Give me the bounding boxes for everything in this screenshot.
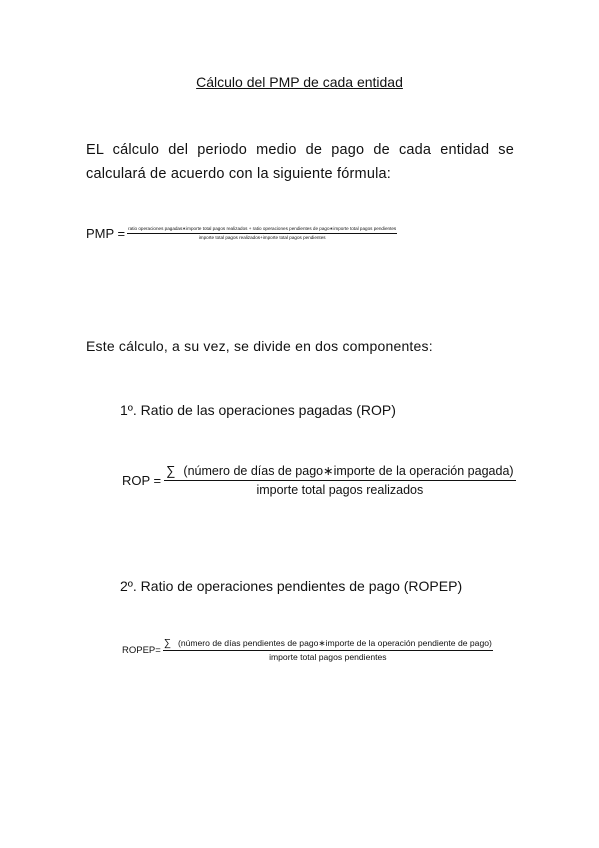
rop-fraction bbox=[164, 463, 515, 498]
rop-numerator bbox=[164, 463, 515, 481]
ropep-numerator bbox=[163, 638, 493, 651]
pmp-numerator: ratio operaciones pagadas∗importe total pagos realizados + ratio operaciones pendientes de pago∗importe total pagos pendientes bbox=[127, 226, 397, 234]
sigma-symbol: ∑ bbox=[166, 463, 176, 478]
intro-paragraph bbox=[86, 138, 514, 186]
intro-line-1: EL cálculo del periodo medio de pago de cada entidad se bbox=[86, 142, 514, 158]
ropep-fraction bbox=[163, 638, 493, 663]
ropep-denominator: importe total pagos pendientes bbox=[269, 652, 387, 662]
ropep-label: ROPEP= bbox=[122, 645, 161, 656]
intro-line-2: calculará de acuerdo con la siguiente fórmula: bbox=[86, 166, 392, 182]
sigma-symbol: ∑ bbox=[163, 638, 171, 649]
pmp-label: PMP = bbox=[86, 226, 126, 241]
rop-numerator-text: (número de días de pago∗importe de la operación pagada) bbox=[183, 464, 514, 478]
rop-formula bbox=[122, 463, 516, 498]
ropep-numerator-text: (número de días pendientes de pago∗importe de la operación pendiente de pago) bbox=[177, 638, 492, 648]
rop-denominator: importe total pagos realizados bbox=[256, 483, 424, 497]
rop-label: ROP = bbox=[122, 473, 162, 488]
rop-heading: 1º. Ratio de las operaciones pagadas (ROP) bbox=[120, 402, 396, 418]
pmp-fraction bbox=[127, 226, 397, 241]
pmp-formula bbox=[86, 226, 397, 241]
ropep-formula bbox=[122, 638, 493, 663]
pmp-denominator: importe total pagos realizados+importe total pagos pendientes bbox=[198, 235, 326, 240]
page-title: Cálculo del PMP de cada entidad bbox=[196, 74, 403, 90]
components-text: Este cálculo, a su vez, se divide en dos componentes: bbox=[86, 338, 433, 354]
ropep-heading: 2º. Ratio de operaciones pendientes de pago (ROPEP) bbox=[120, 578, 463, 594]
